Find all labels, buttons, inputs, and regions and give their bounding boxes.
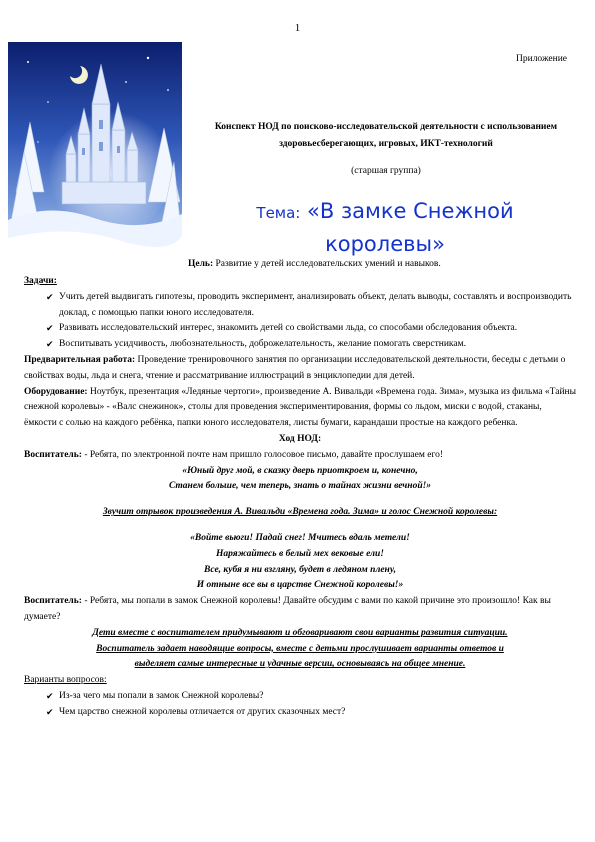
verse-line: Все, кубя я ни взгляну, будет в ледяном плену, [204,564,396,575]
list-item: ✔ Воспитывать усидчивость, любознательность, доброжелательность, желание помогать сверстникам. [46,337,576,353]
verse-line: «Войте вьюги! Падай снег! Мчитесь вдаль метели! [190,532,410,543]
prelim-label: Предварительная работа: [24,354,136,365]
teacher-paragraph-1: Воспитатель: - Ребята, по электронной почте нам пришло голосовое письмо, давайте прослушаем его! [24,449,444,460]
snow-castle-illustration [8,42,182,258]
verse-line: «Юный друг мой, в сказку дверь приоткроем и, конечно, [182,465,418,476]
discussion-line: Дети вместе с воспитателем придумывают и обговаривают свои варианты развития ситуации. [92,627,508,638]
list-item: ✔ Из-за чего мы попали в замок Снежной королевы? [46,689,576,705]
sound-note: Звучит отрывок произведения А. Вивальди «Времена года. Зима» и голос Снежной королевы: [102,507,498,518]
checkmark-icon: ✔ [46,291,54,302]
list-item: ✔ Чем царство снежной королевы отличается от других сказочных мест? [46,705,576,721]
discussion-line: выделяет самые интересные и удачные версии, основываясь на общее мнение. [134,659,466,670]
goal-paragraph [188,259,441,269]
checkmark-icon: ✔ [46,339,54,350]
verse-line: И отныне все вы в царстве Снежной королевы!» [196,580,404,591]
goal-text: Развитие у детей исследовательских умений и навыков. [213,259,441,269]
teacher-paragraph-2: Воспитатель: - Ребята, мы попали в замок Снежной королевы! Давайте обсудим с вами по какой причине это произошло! Как вы думаете? [24,596,551,622]
verse-line: Наряжайтесь в белый мех вековые ели! [216,548,384,559]
page-number: 1 [294,22,301,34]
tasks-label: Задачи: [24,276,57,286]
prelim-paragraph: Предварительная работа: Проведение тренировочного занятия по организации исследовательской деятельности, беседы с детьми о свойствах воды, льда и снега, чтение и рассматривание иллюстраций в энциклопедии для детей. [24,354,566,381]
theme-heading [215,196,555,260]
list-item: ✔ Развивать исследовательский интерес, знакомить детей со свойствами льда, со способами обследования объекта. [46,321,576,337]
teacher-label: Воспитатель: [24,596,82,607]
teacher-label: Воспитатель: [24,449,82,460]
checkmark-icon: ✔ [46,690,54,701]
checkmark-icon: ✔ [46,323,54,334]
discussion-line: Воспитатель задает наводящие вопросы, вместе с детьми прослушивает варианты ответов и [96,643,504,654]
course-heading: Ход НОД: [278,433,322,444]
list-item: ✔ Учить детей выдвигать гипотезы, проводить эксперимент, анализировать объект, делать выводы, составлять и воспроизводить доклад, с помощью папки юного исследователя. [46,291,572,318]
equipment-label: Оборудование: [24,386,88,397]
document-title: Конспект НОД по поисково-исследовательской деятельности с использованием здоровьесберегающих, игровых, ИКТ-технологий [214,122,558,149]
verse-line: Станем больше, чем теперь, знать о тайнах жизни вечной!» [168,481,432,492]
questions-label: Варианты вопросов: [24,675,107,686]
goal-label: Цель: [188,259,214,269]
equipment-paragraph: Оборудование: Ноутбук, презентация «Ледяные чертоги», произведение А. Вивальди «Времена года. Зима», музыка из фильма «Тайны снежной королевы» - «Валс снежинок», столы для проведения экспериментирования, формы со льдом, миски с водой, стаканы, ёмкости с солью на каждого ребёнка, папки юного исследователя, листы бумаги, карандаши простые на каждого ребенка. [24,386,577,429]
questions-list [24,689,576,721]
checkmark-icon: ✔ [46,706,54,717]
theme-value: «В замке Снежной королевы» [307,199,514,256]
age-group: (старшая группа) [351,166,421,176]
tasks-list [24,290,576,353]
appendix-label: Приложение [516,54,567,64]
document-body [24,274,576,721]
theme-label: Тема: [256,204,301,222]
